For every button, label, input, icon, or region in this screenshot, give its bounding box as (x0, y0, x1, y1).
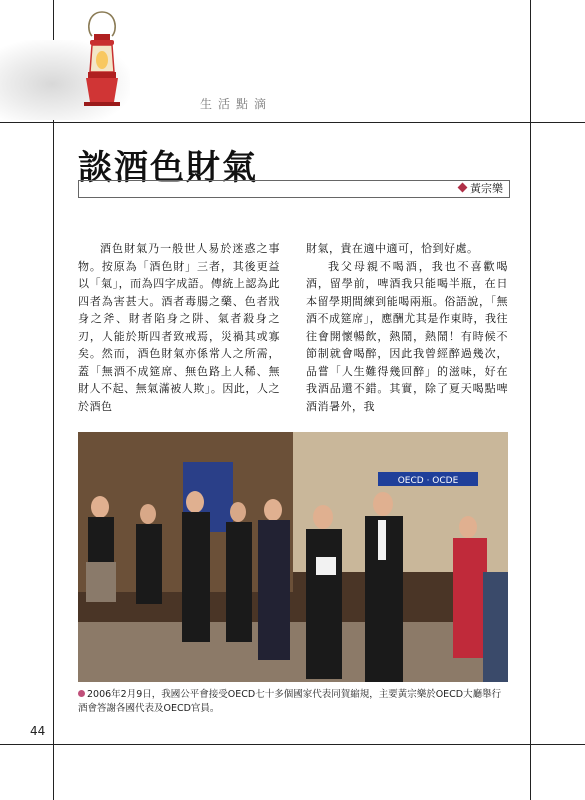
caption-bullet-icon (78, 690, 85, 697)
page-number: 44 (30, 724, 46, 738)
author-byline (459, 181, 503, 197)
paragraph: 我父母親不喝酒，我也不喜歡喝酒，留學前，啤酒我只能喝半瓶，在日本留學期間練到能喝兩瓶。俗語說，「無酒不成筵席」，應酬尤其是作東時，我往往會開懷暢飲，熱鬧，熱鬧！有時候不節制就會喝醉，因此我曾經醉過幾次，品嘗「人生難得幾回醉」的滋味，好在我酒品還不錯。其實，除了夏天喝點啤酒消暑外，我 (306, 259, 508, 413)
photo-illustration (78, 432, 508, 682)
lantern-icon (72, 10, 132, 110)
section-label: 生活點滴 (200, 97, 273, 111)
paragraph: 酒色財氣乃一般世人易於迷惑之事物。按原為「酒色財」三者，其後更益以「氣」，而為四字成語。傳統上認為此四者為害甚大。酒者毒腸之藥、色者戕身之斧、財者陷身之阱、氣者殺身之刃，人能於斯四者致戒焉，災禍其或寡矣。然而，酒色財氣亦係常人之所需，蓋「無酒不成筵席、無色路上人稀、無財人不起、無氣滿被人欺」。因此，人之於酒色 (78, 242, 280, 413)
photo-caption (78, 688, 508, 716)
paragraph-continued: 財氣，貴在適中適可，恰到好處。 (306, 242, 479, 255)
event-photo (78, 432, 508, 682)
diamond-icon (458, 183, 468, 193)
text-column-left (78, 240, 280, 415)
frame-rule-top (0, 122, 585, 123)
author-name: 黃宗樂 (470, 182, 503, 195)
frame-rule-left (53, 0, 54, 800)
caption-text: 2006年2月9日，我國公平會接受OECD七十多個國家代表同賀縮規，主要黃宗樂於OECD大廳舉行酒會答謝各國代表及OECD官員。 (78, 689, 502, 714)
frame-rule-right (530, 0, 531, 800)
title-underline-box (78, 180, 510, 198)
article-title: 談酒色財氣 (78, 148, 258, 188)
oecd-sign: OECD · OCDE (397, 476, 459, 486)
frame-rule-bottom (0, 744, 585, 745)
text-column-right (306, 240, 508, 415)
